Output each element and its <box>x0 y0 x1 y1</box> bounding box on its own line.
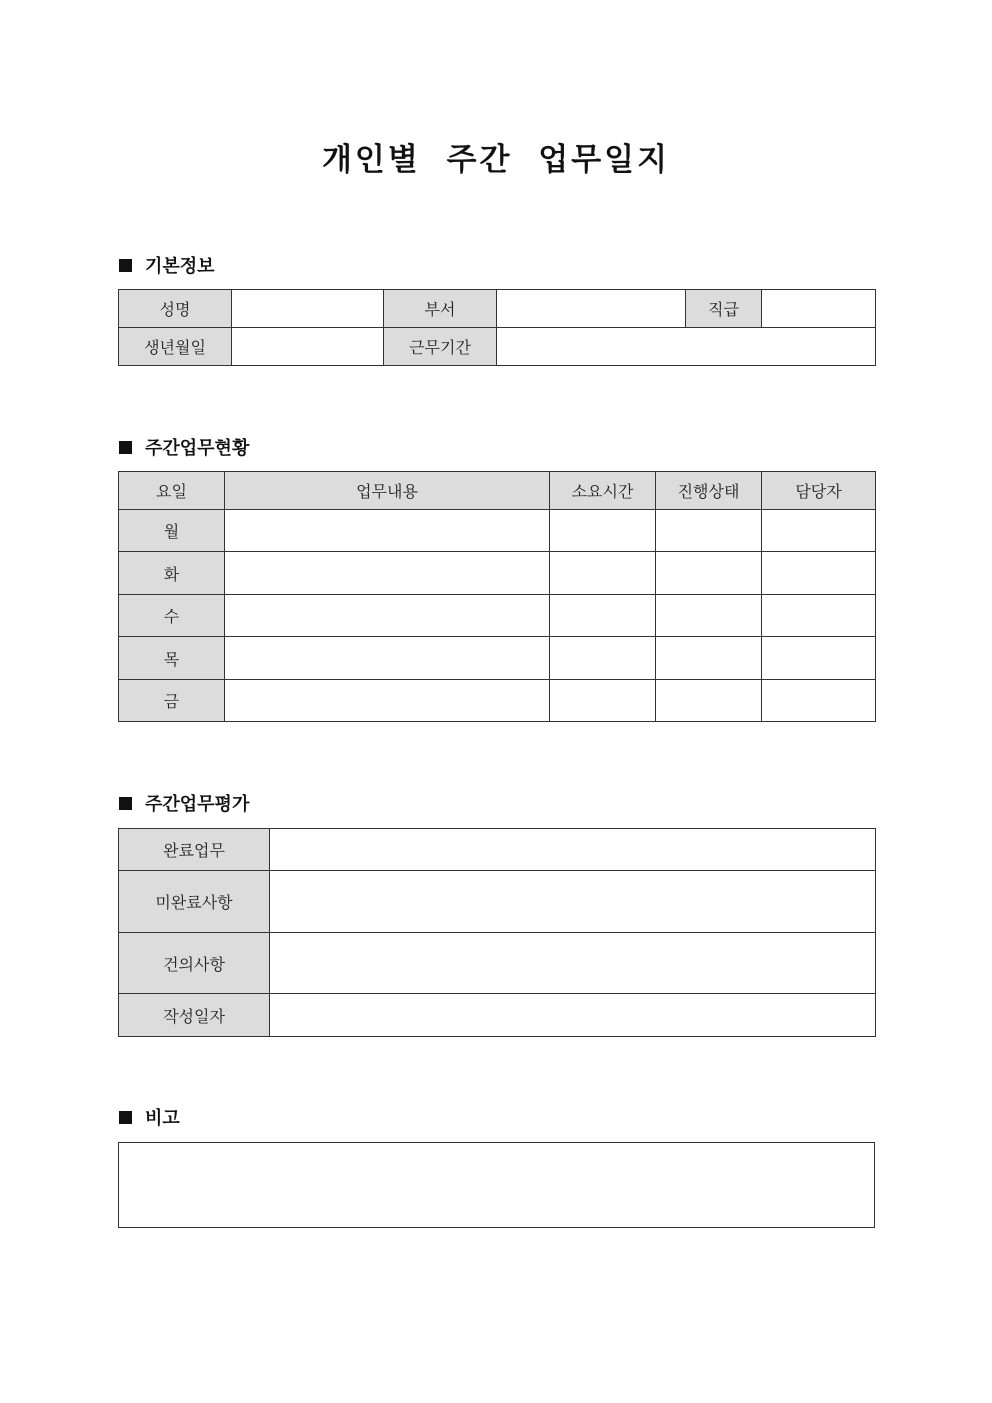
status-field[interactable] <box>656 552 762 595</box>
time-field[interactable] <box>550 510 656 552</box>
table-row <box>119 595 876 637</box>
time-field[interactable] <box>550 680 656 722</box>
content-field[interactable] <box>225 510 550 552</box>
owner-field[interactable] <box>762 595 876 637</box>
table-row <box>119 290 876 328</box>
owner-field[interactable] <box>762 680 876 722</box>
table-row <box>119 871 876 933</box>
content-field[interactable] <box>225 595 550 637</box>
square-bullet-icon <box>119 441 132 454</box>
completed-tasks-field[interactable] <box>270 829 876 871</box>
content-field[interactable] <box>225 680 550 722</box>
department-label: 부서 <box>384 290 497 328</box>
birth-date-field[interactable] <box>232 328 384 366</box>
table-row <box>119 933 876 994</box>
status-field[interactable] <box>656 595 762 637</box>
column-header-status: 진행상태 <box>656 472 762 510</box>
owner-field[interactable] <box>762 637 876 680</box>
table-header-row <box>119 472 876 510</box>
day-label: 금 <box>119 680 225 722</box>
square-bullet-icon <box>119 259 132 272</box>
section-heading-weekly-evaluation <box>119 791 249 815</box>
weekly-evaluation-table <box>118 828 876 1037</box>
work-period-label: 근무기간 <box>384 328 497 366</box>
status-field[interactable] <box>656 680 762 722</box>
suggestions-label: 건의사항 <box>119 933 270 994</box>
incomplete-items-field[interactable] <box>270 871 876 933</box>
section-heading-label: 기본정보 <box>145 256 215 277</box>
section-heading-label: 주간업무현황 <box>145 438 250 459</box>
table-row <box>119 510 876 552</box>
day-label: 월 <box>119 510 225 552</box>
section-heading-label: 비고 <box>145 1108 180 1129</box>
column-header-content: 업무내용 <box>225 472 550 510</box>
suggestions-field[interactable] <box>270 933 876 994</box>
name-field[interactable] <box>232 290 384 328</box>
incomplete-items-label: 미완료사항 <box>119 871 270 933</box>
square-bullet-icon <box>119 797 132 810</box>
department-field[interactable] <box>497 290 686 328</box>
page-title: 개인별 주간 업무일지 <box>321 142 671 178</box>
time-field[interactable] <box>550 595 656 637</box>
position-label: 직급 <box>686 290 762 328</box>
date-written-field[interactable] <box>270 994 876 1037</box>
table-row <box>119 680 876 722</box>
column-header-owner: 담당자 <box>762 472 876 510</box>
day-label: 화 <box>119 552 225 595</box>
time-field[interactable] <box>550 552 656 595</box>
position-field[interactable] <box>762 290 876 328</box>
table-row <box>119 829 876 871</box>
date-written-label: 작성일자 <box>119 994 270 1037</box>
status-field[interactable] <box>656 510 762 552</box>
completed-tasks-label: 완료업무 <box>119 829 270 871</box>
basic-info-table <box>118 289 876 366</box>
section-heading-label: 주간업무평가 <box>145 794 250 815</box>
table-row <box>119 328 876 366</box>
remarks-field[interactable] <box>118 1142 875 1228</box>
owner-field[interactable] <box>762 510 876 552</box>
content-field[interactable] <box>225 637 550 680</box>
table-row <box>119 994 876 1037</box>
name-label: 성명 <box>119 290 232 328</box>
table-row <box>119 552 876 595</box>
square-bullet-icon <box>119 1111 132 1124</box>
work-period-field[interactable] <box>497 328 876 366</box>
birth-date-label: 생년월일 <box>119 328 232 366</box>
section-heading-remarks <box>119 1105 180 1129</box>
table-row <box>119 637 876 680</box>
section-heading-basic-info <box>119 253 215 277</box>
weekly-status-table <box>118 471 876 722</box>
column-header-day: 요일 <box>119 472 225 510</box>
day-label: 수 <box>119 595 225 637</box>
section-heading-weekly-status <box>119 435 249 459</box>
time-field[interactable] <box>550 637 656 680</box>
column-header-time: 소요시간 <box>550 472 656 510</box>
status-field[interactable] <box>656 637 762 680</box>
day-label: 목 <box>119 637 225 680</box>
content-field[interactable] <box>225 552 550 595</box>
owner-field[interactable] <box>762 552 876 595</box>
